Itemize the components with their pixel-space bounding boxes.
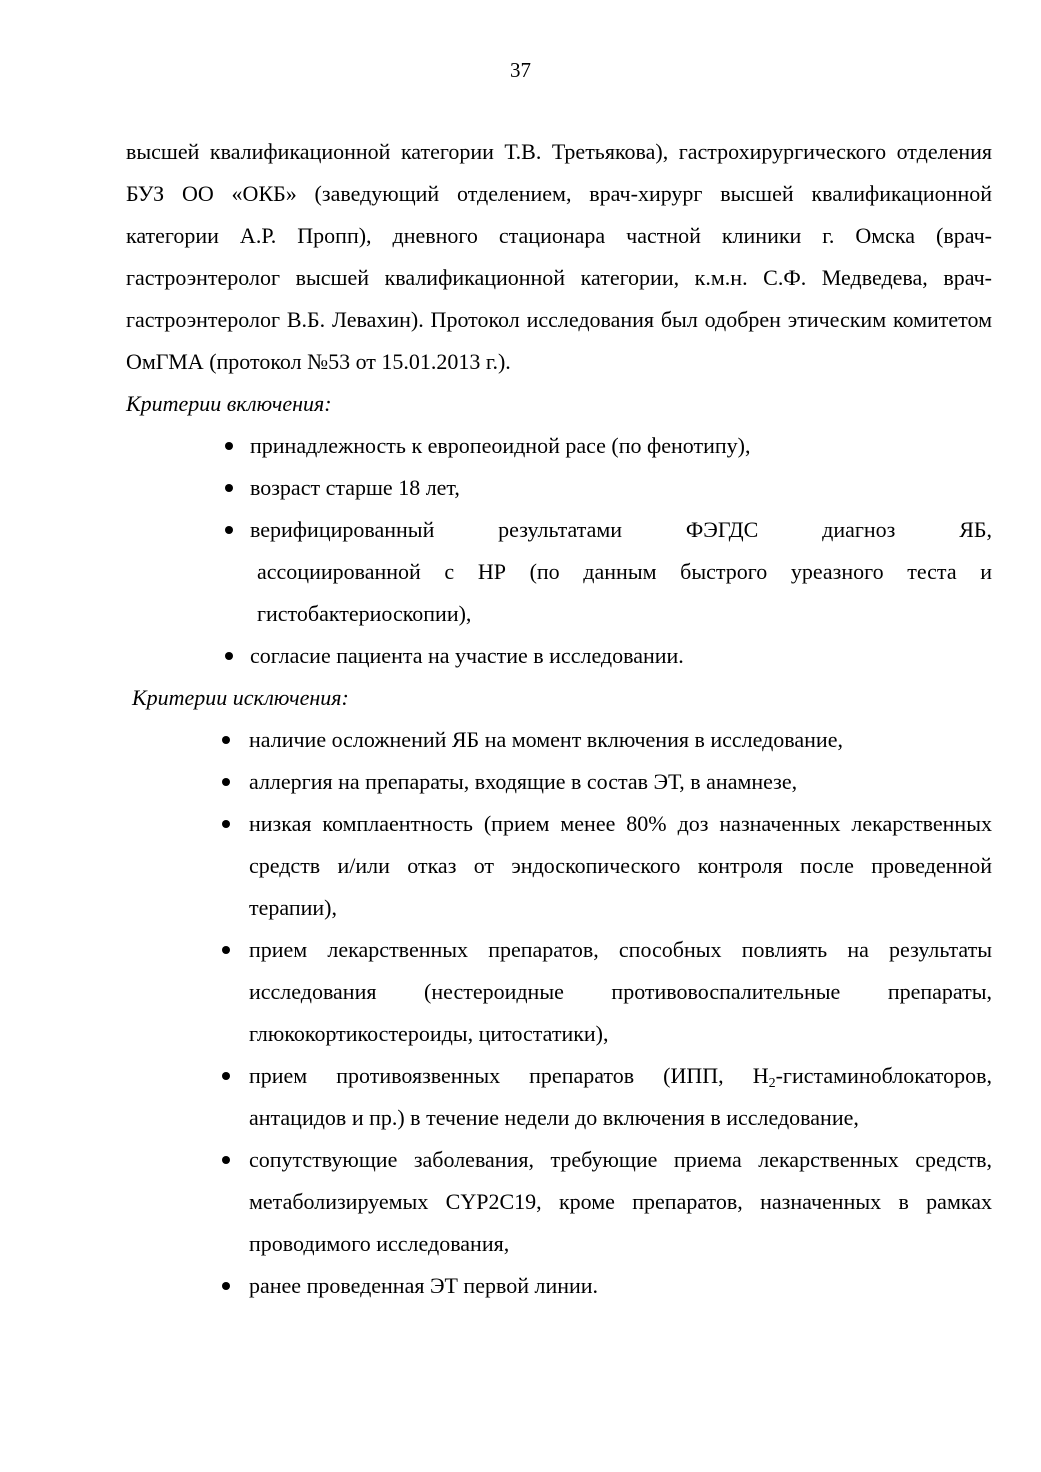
list-item: ранее проведенная ЭТ первой линии.	[126, 1265, 992, 1307]
list-item: сопутствующие заболевания, требующие приема лекарственных средств, метаболизируемых CYP2C19, кроме препаратов, назначенных в рамках проводимого исследования,	[126, 1139, 992, 1265]
document-body	[126, 131, 992, 1307]
inclusion-heading: Критерии включения:	[126, 391, 332, 416]
bullet-icon	[220, 1055, 232, 1097]
bullet-icon	[223, 509, 235, 551]
list-item: согласие пациента на участие в исследовании.	[126, 635, 992, 677]
list-item: наличие осложнений ЯБ на момент включения в исследование,	[126, 719, 992, 761]
list-item: принадлежность к европеоидной расе (по фенотипу),	[126, 425, 992, 467]
bullet-icon	[223, 635, 235, 677]
list-item: прием противоязвенных препаратов (ИПП, $Н_2$-гистаминоблокаторов, антацидов и пр.) в течение недели до включения в исследование,	[126, 1055, 992, 1139]
bullet-icon	[220, 803, 232, 845]
list-item: низкая комплаентность (прием менее 80% доз назначенных лекарственных средств и/или отказ от эндоскопического контроля после проведенной терапии),	[126, 803, 992, 929]
exclusion-heading: Критерии исключения:	[132, 685, 349, 710]
bullet-icon	[220, 719, 232, 761]
list-item: аллергия на препараты, входящие в состав ЭТ, в анамнезе,	[126, 761, 992, 803]
page-number: 37	[510, 58, 531, 82]
bullet-icon	[223, 467, 235, 509]
bullet-icon	[223, 425, 235, 467]
bullet-icon	[220, 1265, 232, 1307]
list-item: возраст старше 18 лет,	[126, 467, 992, 509]
bullet-icon	[220, 761, 232, 803]
inclusion-list	[126, 425, 992, 677]
intro-paragraph: высшей квалификационной категории Т.В. Третьякова), гастрохирургического отделения БУЗ ОО «ОКБ» (заведующий отделением, врач-хирург высшей квалификационной категории А.Р. Пропп), дневного стационара частной клиники г. Омска (врач-гастроэнтеролог высшей квалификационной категории, к.м.н. С.Ф. Медведева, врач-гастроэнтеролог В.Б. Левахин). Протокол исследования был одобрен этическим комитетом ОмГМА (протокол №53 от 15.01.2013 г.).	[126, 139, 992, 374]
bullet-icon	[220, 1139, 232, 1181]
list-item: прием лекарственных препаратов, способных повлиять на результаты исследования (нестероидные противовоспалительные препараты, глюкокортикостероиды, цитостатики),	[126, 929, 992, 1055]
bullet-icon	[220, 929, 232, 971]
exclusion-list	[126, 719, 992, 1307]
list-item: верифицированный результатами ФЭГДС диагноз ЯБ, ассоциированной с НР (по данным быстрого уреазного теста и гистобактериоскопии),	[126, 509, 992, 635]
